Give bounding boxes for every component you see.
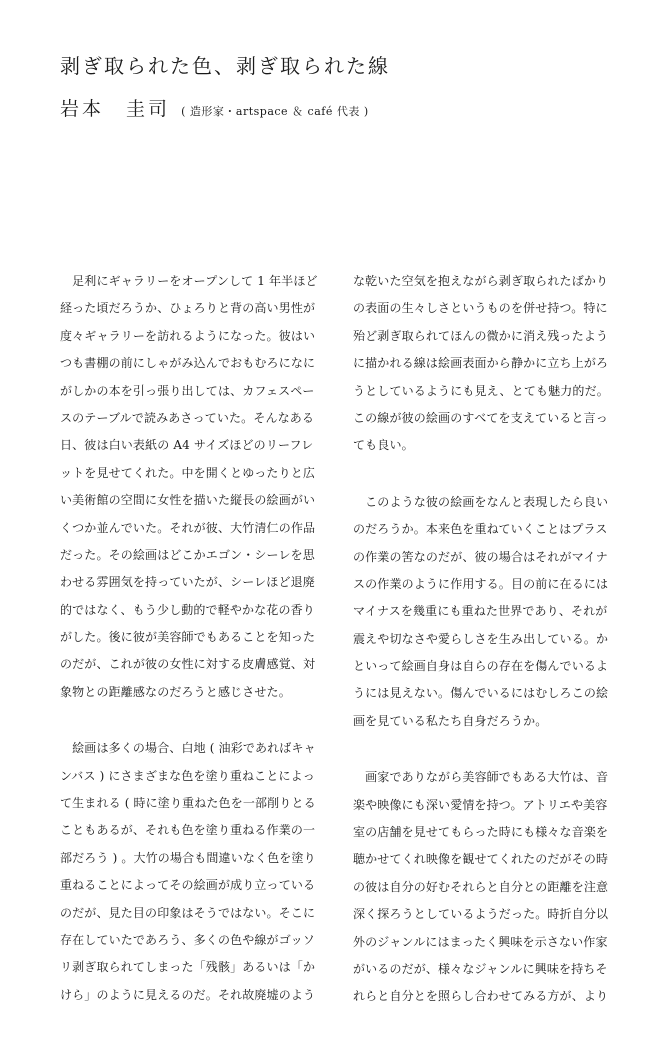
text-line: 経った頃だろうか、ひょろりと背の高い男性が [60, 301, 316, 316]
text-line: 室の店舗を見せてもらった時にも様々な音楽を [353, 825, 609, 840]
text-line: 画家でありながら美容師でもある大竹は、音 [353, 770, 609, 785]
author-byline [60, 94, 369, 121]
text-line: うとしているようにも見え、とても魅力的だ。 [353, 383, 609, 398]
text-line: 外のジャンルにはまったく興味を示さない作家 [353, 934, 608, 949]
text-line: 存在していたであろう、多くの色や線がゴッソ [60, 932, 315, 947]
text-line: 聴かせてくれ映像を観せてくれたのだがその時 [353, 852, 609, 867]
text-line: のだが、見た目の印象はそうではない。そこに [60, 905, 316, 920]
text-line: に描かれる線は絵画表面から静かに立ち上がろ [353, 356, 609, 371]
text-line: 深く探ろうとしているようだった。時折自分以 [353, 907, 609, 922]
text-line: といって絵画自身は自らの存在を傷んでいるよ [353, 659, 609, 674]
text-line: だった。その絵画はどこかエゴン・シーレを思 [60, 547, 315, 562]
author-name: 岩本 圭司 [60, 98, 171, 120]
text-line: 画を見ている私たち自身だろうか。 [353, 713, 548, 728]
text-line: 的ではなく、もう少し動的で軽やかな花の香り [60, 602, 315, 617]
text-line: 震えや切なさや愛らしさを生み出している。か [353, 631, 609, 646]
text-line: 度々ギャラリーを訪れるようになった。彼はい [60, 328, 316, 343]
text-line: わせる雰囲気を持っていたが、シーレほど退廃 [60, 575, 315, 590]
text-line: うには見えない。傷んでいるにはむしろこの絵 [353, 686, 609, 701]
paragraph [353, 268, 615, 460]
paragraph [353, 489, 615, 736]
text-line: このような彼の絵画をなんと表現したら良い [353, 494, 609, 509]
text-line: 絵画は多くの場合、白地 ( 油彩であればキャ [60, 741, 316, 756]
text-line: 楽や映像にも深い愛情を持つ。アトリエや美容 [353, 797, 608, 812]
text-line: れらと自分とを照らし合わせてみる方が、より [353, 989, 609, 1004]
text-line: い美術館の空間に女性を描いた縦長の絵画がい [60, 493, 316, 508]
text-line: のだろうか。本来色を重ねていくことはプラス [353, 522, 608, 537]
article-title: 剥ぎ取られた色、剥ぎ取られた線 [60, 54, 390, 78]
text-line: 部だろう ) 。大竹の場合も間違いなく色を塗り [60, 850, 316, 865]
text-line: ても良い。 [353, 438, 414, 453]
text-line: て生まれる ( 時に塗り重ねた色を一部削りとる [60, 796, 316, 811]
text-line: がしかの本を引っ張り出しては、カフェスペー [60, 383, 315, 398]
paragraph [353, 764, 615, 1011]
author-role: ( 造形家・artspace ＆ café 代表 ) [181, 105, 369, 118]
text-line: がいるのだが、様々なジャンルに興味を持ちそ [353, 961, 608, 976]
text-line: 足利にギャラリーをオープンして 1 年半ほど [60, 274, 318, 288]
text-line: スの作業のように作用する。目の前に在るには [353, 576, 609, 591]
right-column [353, 268, 615, 1040]
text-line: マイナスを幾重にも重ねた世界であり、それが [353, 604, 608, 619]
text-line: 重ねることによってその絵画が成り立っている [60, 878, 316, 893]
text-line: 象物との距離感なのだろうと感じさせた。 [60, 684, 291, 699]
text-line: この線が彼の絵画のすべてを支えていると言っ [353, 410, 608, 425]
text-line: こともあるが、それも色を塗り重ねる作業の一 [60, 823, 316, 838]
text-line: つも書棚の前にしゃがみ込んでおもむろになに [60, 356, 316, 371]
text-line: の彼は自分の好むそれらと自分との距離を注意 [353, 879, 609, 894]
text-line: くつか並んでいた。それが彼、大竹清仁の作品 [60, 520, 316, 535]
text-line: な乾いた空気を抱えながら剥ぎ取られたばかり [353, 274, 609, 288]
text-line: リ剥ぎ取られてしまった「残骸」あるいは「か [60, 960, 316, 975]
paragraph [60, 735, 322, 1009]
left-column [60, 268, 322, 1038]
text-line: ンバス ) にさまざまな色を塗り重ねことによっ [60, 768, 315, 783]
text-line: けら」のように見えるのだ。それ故廃墟のよう [60, 987, 316, 1002]
text-line: がした。後に彼が美容師でもあることを知った [60, 630, 316, 645]
text-line: ットを見せてくれた。中を開くとゆったりと広 [60, 465, 316, 480]
text-line: 日、彼は白い表紙の A4 サイズほどのリーフレ [60, 438, 314, 453]
text-line: スのテーブルで読みあさっていた。そんなある [60, 410, 315, 425]
text-line: 殆ど剥ぎ取られてほんの微かに消え残ったよう [353, 328, 609, 343]
paragraph [60, 268, 322, 706]
text-line: の表面の生々しさというものを併せ持つ。特に [353, 301, 608, 316]
text-line: の作業の筈なのだが、彼の場合はそれがマイナ [353, 549, 608, 564]
text-line: のだが、これが彼の女性に対する皮膚感覚、対 [60, 657, 316, 672]
